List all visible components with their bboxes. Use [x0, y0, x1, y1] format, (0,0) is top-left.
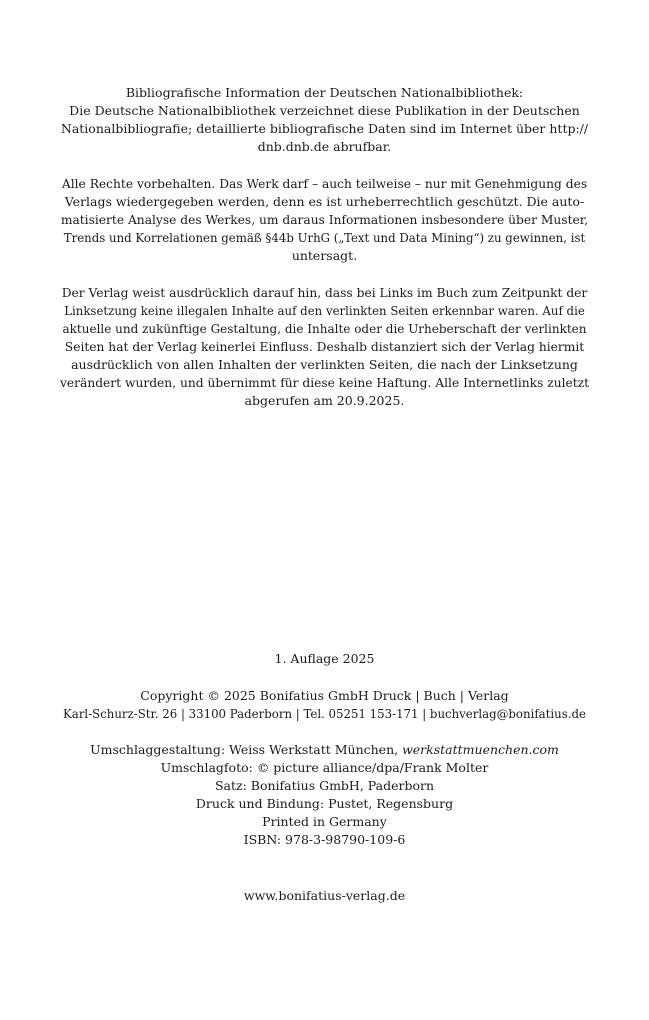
text-line: aktuelle und zukünftige Gestaltung, die Inhalte oder die Urheberschaft der verlinkten [62, 322, 587, 336]
text-line: verändert wurden, und übernimmt für diese keine Haftung. Alle Internetlinks zuletzt [60, 376, 590, 390]
cover-design-label: Umschlaggestaltung: Weiss Werkstatt München, [90, 742, 403, 757]
website-link[interactable]: www.bonifatius-verlag.de [243, 888, 406, 903]
links-disclaimer [60, 284, 589, 410]
text-line: Bibliografische Information der Deutschen Nationalbibliothek: [125, 85, 524, 100]
text-line: Alle Rechte vorbehalten. Das Werk darf – auch teilweise – nur mit Genehmigung des [61, 177, 588, 191]
bibliographic-information [60, 84, 589, 156]
text-line: Trends und Korrelationen gemäß §44b UrhG („Text und Data Mining“) zu gewinnen, ist [63, 231, 586, 245]
isbn: ISBN: 978-3-98790-109-6 [243, 832, 406, 847]
text-line: Seiten hat der Verlag keinerlei Einfluss. Deshalb distanziert sich der Verlag hiermit [64, 340, 585, 354]
text-line: Nationalbibliografie; detaillierte bibliografische Daten sind im Internet über http:// [60, 121, 589, 136]
website-block [60, 887, 589, 905]
cover-photo-credit: Umschlagfoto: © picture alliance/dpa/Frank Molter [160, 760, 489, 775]
text-line: abgerufen am 20.9.2025. [244, 393, 405, 408]
text-line: Der Verlag weist ausdrücklich darauf hin, dass bei Links im Buch zum Zeitpunkt der [61, 286, 588, 300]
text-line: Verlags wiedergegeben werden, denn es ist urheberrechtlich geschützt. Die auto- [64, 194, 585, 209]
typesetting-credit: Satz: Bonifatius GmbH, Paderborn [214, 778, 435, 793]
text-line: Linksetzung keine illegalen Inhalte auf den verlinkten Seiten erkennbar waren. Auf die [64, 304, 585, 318]
text-line: dnb.dnb.de abrufbar. [257, 139, 392, 154]
copyright-block [60, 687, 589, 723]
cover-design-link[interactable]: werkstattmuenchen.com [402, 742, 559, 757]
copyright-line: Copyright © 2025 Bonifatius GmbH Druck | Buch | Verlag [140, 688, 509, 703]
credits-block [60, 741, 589, 849]
rights-notice [60, 175, 589, 265]
cover-design-credit [60, 741, 589, 759]
publisher-address: Karl-Schurz-Str. 26 | 33100 Paderborn | Tel. 05251 153-171 | buchverlag@bonifatius.de [63, 707, 586, 721]
edition-info [60, 650, 589, 668]
printing-credit: Druck und Bindung: Pustet, Regensburg [195, 796, 454, 811]
edition-line: 1. Auflage 2025 [274, 651, 375, 666]
text-line: matisierte Analyse des Werkes, um daraus Informationen insbesondere über Muster, [60, 213, 589, 227]
text-line: ausdrücklich von allen Inhalten der verlinkten Seiten, die nach der Linksetzung [71, 357, 578, 372]
imprint-page [60, 0, 589, 1020]
printed-in: Printed in Germany [262, 814, 387, 829]
text-line: untersagt. [291, 248, 358, 263]
text-line: Die Deutsche Nationalbibliothek verzeichnet diese Publikation in der Deutschen [69, 103, 580, 118]
